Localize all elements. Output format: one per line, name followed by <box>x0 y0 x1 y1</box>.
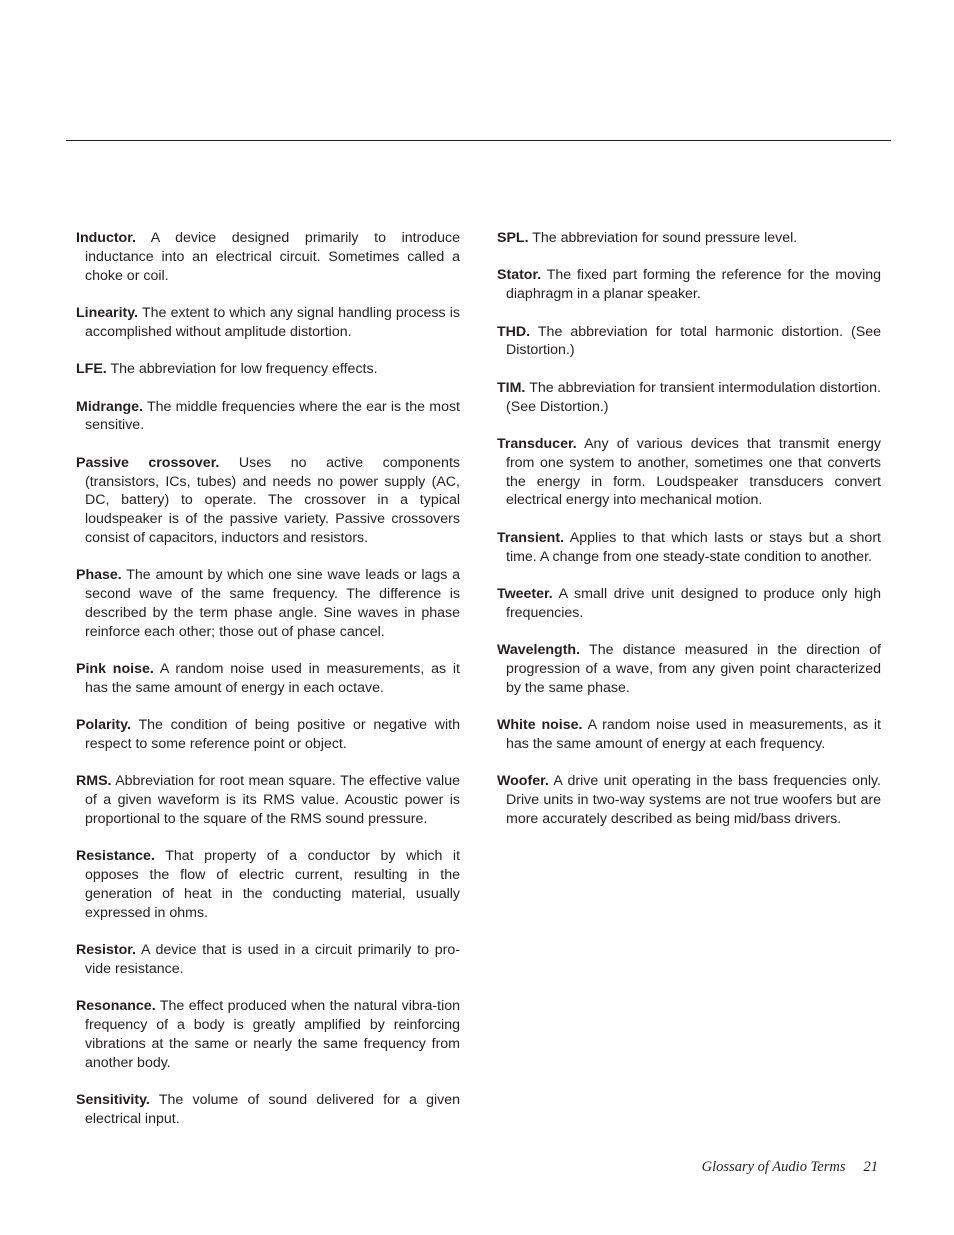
glossary-term: Resonance. <box>76 998 156 1015</box>
glossary-entry-spl <box>497 229 881 248</box>
glossary-term: Stator. <box>497 267 542 284</box>
glossary-definition: The abbreviation for transient intermodulation distortion. (See Distortion.) <box>506 379 881 415</box>
page-footer <box>702 1159 878 1176</box>
glossary-definition: That property of a conductor by which it opposes the flow of electric current, resulting in the generation of heat in the conducting material, usually expressed in ohms. <box>85 848 461 921</box>
glossary-term: Midrange. <box>76 398 144 415</box>
glossary-definition: Any of various devices that transmit energy from one system to another, sometimes one that converts the energy in form. Loudspeaker transducers convert electrical energy into mechanical motion. <box>506 435 881 509</box>
glossary-entry-woofer <box>497 772 881 828</box>
header-rule <box>66 140 891 141</box>
glossary-term: Woofer. <box>497 773 549 790</box>
glossary-definition: The middle frequencies where the ear is the most sensitive. <box>85 398 460 434</box>
glossary-column-left <box>76 229 460 1147</box>
glossary-term: Transducer. <box>497 435 577 452</box>
glossary-term: Transient. <box>497 529 565 546</box>
glossary-entry-pink-noise <box>76 660 460 698</box>
glossary-term: Resistor. <box>76 942 136 959</box>
glossary-definition: The abbreviation for total harmonic distortion. (See Distortion.) <box>506 323 881 359</box>
glossary-definition: The volume of sound delivered for a given electrical input. <box>85 1092 460 1128</box>
glossary-column-right <box>497 229 881 847</box>
glossary-term: Wavelength. <box>497 642 581 659</box>
glossary-entry-inductor <box>76 229 460 285</box>
footer-section-title: Glossary of Audio Terms <box>701 1159 846 1175</box>
glossary-term: White noise. <box>497 717 583 734</box>
glossary-definition: The extent to which any signal handling process is accomplished without amplitude distortion. <box>85 304 461 340</box>
glossary-definition: The abbreviation for low frequency effects. <box>110 361 378 378</box>
glossary-term: Resistance. <box>76 848 155 865</box>
glossary-entry-lfe <box>76 360 460 379</box>
glossary-entry-thd <box>497 323 881 361</box>
glossary-definition: A random noise used in measurements, as it has the same amount of energy in each octave. <box>85 661 460 696</box>
glossary-term: LFE. <box>76 361 107 378</box>
glossary-definition: The effect produced when the natural vibra-tion frequency of a body is greatly amplified by reinforcing vibrations at the same or nearly the same frequency from another body. <box>85 998 460 1071</box>
glossary-term: THD. <box>497 323 531 340</box>
glossary-definition: Applies to that which lasts or stays but a short time. A change from one steady-state condition to another. <box>506 529 881 565</box>
glossary-entry-wavelength <box>497 641 881 697</box>
glossary-definition: A random noise used in measurements, as it has the same amount of energy at each frequency. <box>506 717 881 752</box>
glossary-definition: Uses no active components (transistors, ICs, tubes) and needs no power supply (AC, DC, battery) to operate. The crossover in a typical loudspeaker is of the passive variety. Passive crossovers consist of capacitors, inductors and resistors. <box>85 454 460 546</box>
glossary-entry-sensitivity <box>76 1091 460 1129</box>
glossary-term: Polarity. <box>76 717 131 734</box>
glossary-entry-stator <box>497 266 881 304</box>
glossary-entry-tweeter <box>497 585 881 623</box>
glossary-term: Sensitivity. <box>76 1092 150 1109</box>
glossary-entry-phase <box>76 566 460 641</box>
glossary-entry-transducer <box>497 435 881 510</box>
glossary-entry-resistance <box>76 847 460 922</box>
glossary-definition: The fixed part forming the reference for the moving diaphragm in a planar speaker. <box>506 267 881 303</box>
glossary-entry-linearity <box>76 304 460 342</box>
glossary-term: Linearity. <box>76 304 139 321</box>
glossary-entry-resonance <box>76 997 460 1072</box>
glossary-entry-transient <box>497 529 881 567</box>
glossary-term: Passive crossover. <box>76 454 220 471</box>
glossary-definition: The amount by which one sine wave leads or lags a second wave of the same frequency. The difference is described by the term phase angle. Sine waves in phase reinforce each other; those out of phase cancel. <box>85 567 460 640</box>
glossary-definition: A device that is used in a circuit primarily to pro-vide resistance. <box>85 942 460 978</box>
glossary-entry-polarity <box>76 716 460 754</box>
glossary-entry-white-noise <box>497 716 881 754</box>
glossary-term: Tweeter. <box>497 585 553 602</box>
glossary-term: TIM. <box>497 379 526 396</box>
page-number: 21 <box>863 1159 878 1175</box>
glossary-entry-tim <box>497 379 881 417</box>
glossary-definition: A drive unit operating in the bass frequencies only. Drive units in two-way systems are not true woofers but are more accurately described as being mid/bass drivers. <box>506 773 881 827</box>
glossary-definition: A device designed primarily to introduce inductance into an electrical circuit. Sometimes called a choke or coil. <box>85 230 460 284</box>
glossary-entry-midrange <box>76 398 460 436</box>
glossary-term: RMS. <box>76 773 112 790</box>
glossary-definition: Abbreviation for root mean square. The effective value of a given waveform is its RMS value. Acoustic power is proportional to the square of the RMS sound pressure. <box>85 773 460 828</box>
glossary-term: Inductor. <box>76 230 136 246</box>
glossary-term: SPL. <box>497 230 529 246</box>
glossary-entry-resistor <box>76 941 460 979</box>
glossary-term: Pink noise. <box>76 661 154 678</box>
glossary-entry-rms <box>76 772 460 828</box>
glossary-definition: The condition of being positive or negative with respect to some reference point or object. <box>85 717 461 753</box>
glossary-definition: The distance measured in the direction of progression of a wave, from any given point characterized by the same phase. <box>506 642 881 696</box>
glossary-definition: The abbreviation for sound pressure level. <box>532 230 798 246</box>
glossary-entry-passive-crossover <box>76 454 460 548</box>
glossary-definition: A small drive unit designed to produce only high frequencies. <box>506 585 881 621</box>
glossary-term: Phase. <box>76 567 122 584</box>
